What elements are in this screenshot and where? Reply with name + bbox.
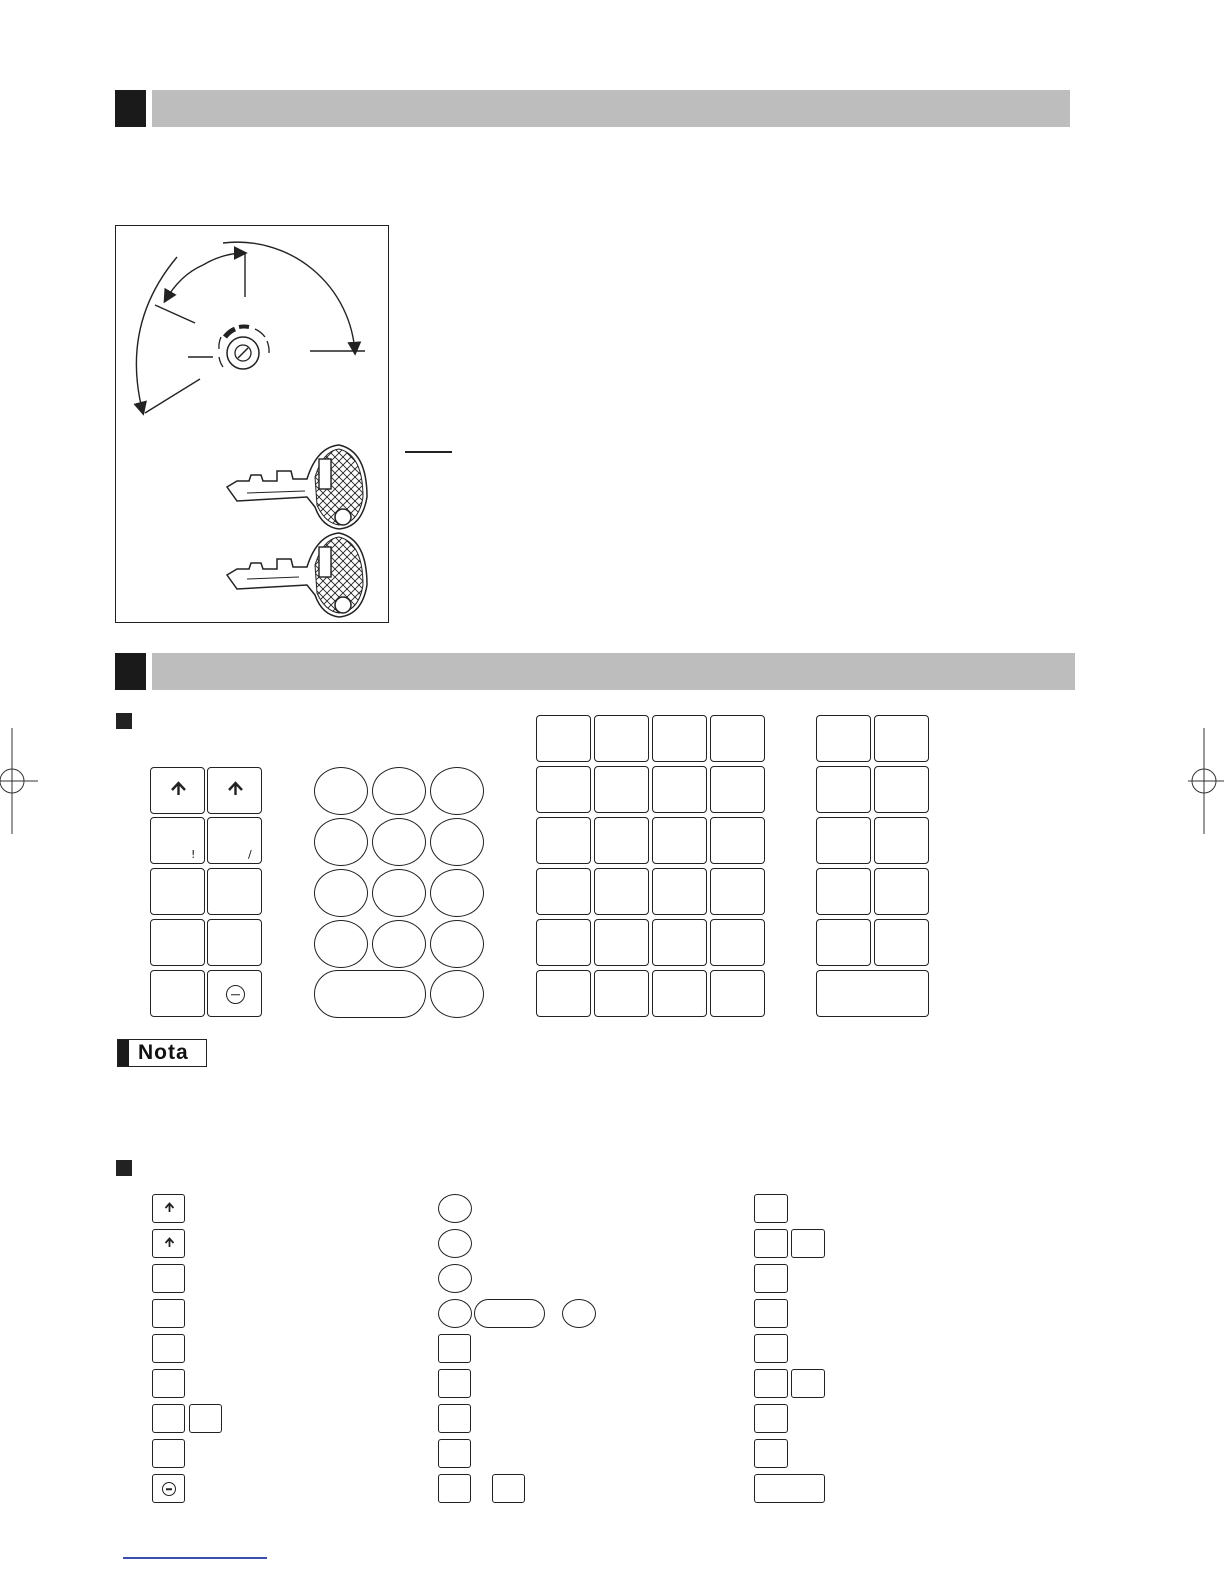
func-key	[874, 868, 929, 915]
key-mark: /	[248, 848, 252, 861]
legend-key	[152, 1299, 185, 1328]
dept-key	[710, 766, 765, 813]
dept-key	[652, 715, 707, 762]
func-key	[874, 919, 929, 966]
key-minus	[207, 970, 262, 1017]
legend-key-minus	[152, 1474, 185, 1503]
section-header-bar	[152, 90, 1070, 127]
func-key	[874, 715, 929, 762]
num-key	[430, 818, 484, 866]
num-key	[372, 920, 426, 968]
mode-switch-diagram	[115, 225, 389, 623]
dept-key	[536, 766, 591, 813]
num-key-wide	[314, 970, 426, 1018]
num-key	[430, 920, 484, 968]
legend-key	[438, 1334, 471, 1363]
func-key	[816, 817, 871, 864]
legend-key	[438, 1369, 471, 1398]
dept-key	[710, 970, 765, 1017]
key-1	[227, 445, 367, 529]
legend-key	[152, 1334, 185, 1363]
dept-key	[652, 868, 707, 915]
key-2	[227, 533, 367, 617]
dept-key	[652, 766, 707, 813]
arrow-up-icon	[208, 768, 263, 815]
legend-key-wide	[754, 1474, 825, 1503]
dept-key	[594, 715, 649, 762]
dept-key	[594, 766, 649, 813]
num-key	[430, 869, 484, 917]
dept-key	[536, 970, 591, 1017]
func-key	[874, 817, 929, 864]
dept-key	[652, 970, 707, 1017]
key-r2-2	[207, 817, 262, 864]
num-key	[314, 767, 368, 815]
legend-round-key	[438, 1299, 472, 1328]
dept-key	[594, 868, 649, 915]
dept-key	[710, 715, 765, 762]
key-r4-2	[207, 919, 262, 966]
minus-circle-icon	[226, 985, 245, 1004]
mode-switch-illustration	[115, 225, 389, 623]
func-key	[874, 766, 929, 813]
legend-key	[754, 1264, 788, 1293]
legend-key	[438, 1474, 471, 1503]
key-up-1	[150, 767, 205, 814]
note-marker	[118, 1040, 129, 1066]
divider-line	[405, 451, 452, 453]
num-key	[430, 767, 484, 815]
dept-key	[536, 817, 591, 864]
num-key	[372, 767, 426, 815]
num-key	[430, 970, 484, 1018]
legend-key	[791, 1369, 825, 1398]
key-up-2	[207, 767, 262, 814]
legend-key	[754, 1229, 788, 1258]
arrow-up-icon	[151, 768, 206, 815]
arrow-up-icon	[153, 1230, 186, 1259]
legend-key	[754, 1439, 788, 1468]
legend-key	[152, 1404, 185, 1433]
legend-key	[438, 1439, 471, 1468]
func-key	[816, 868, 871, 915]
note-label	[117, 1039, 207, 1067]
func-key	[816, 919, 871, 966]
legend-pill-key	[474, 1299, 545, 1328]
section-marker	[115, 653, 146, 690]
num-key	[314, 920, 368, 968]
legend-key	[438, 1404, 471, 1433]
dept-key	[710, 817, 765, 864]
key-r3-1	[150, 868, 205, 915]
section-header-bar	[152, 653, 1075, 690]
num-key	[372, 869, 426, 917]
dept-key	[652, 817, 707, 864]
dept-key	[594, 817, 649, 864]
legend-key-up	[152, 1229, 185, 1258]
arrow-up-icon	[153, 1195, 186, 1224]
key-r3-2	[207, 868, 262, 915]
minus-circle-icon	[162, 1482, 176, 1496]
func-key	[816, 766, 871, 813]
dept-key	[594, 919, 649, 966]
dept-key	[536, 715, 591, 762]
key-mark: !	[191, 848, 196, 861]
legend-key	[152, 1264, 185, 1293]
section-marker	[115, 90, 146, 127]
legend-key	[152, 1369, 185, 1398]
legend-key	[754, 1369, 788, 1398]
dept-key	[652, 919, 707, 966]
func-key	[816, 715, 871, 762]
legend-key	[189, 1404, 222, 1433]
dept-key	[536, 919, 591, 966]
legend-key	[754, 1299, 788, 1328]
num-key	[314, 818, 368, 866]
legend-key	[754, 1334, 788, 1363]
registration-mark-left	[0, 728, 50, 838]
num-key	[314, 869, 368, 917]
dept-key	[710, 868, 765, 915]
legend-key-up	[152, 1194, 185, 1223]
legend-round-key	[438, 1194, 472, 1223]
legend-round-key	[562, 1299, 596, 1328]
legend-key	[791, 1229, 825, 1258]
note-text: Nota	[138, 1041, 189, 1064]
key-r4-1	[150, 919, 205, 966]
num-key	[372, 818, 426, 866]
dept-key	[536, 868, 591, 915]
legend-key	[492, 1474, 525, 1503]
legend-key	[754, 1194, 788, 1223]
legend-key	[754, 1404, 788, 1433]
legend-round-key	[438, 1229, 472, 1258]
legend-round-key	[438, 1264, 472, 1293]
subsection-marker	[116, 1160, 132, 1176]
dept-key	[594, 970, 649, 1017]
legend-key	[152, 1439, 185, 1468]
func-key-wide	[816, 970, 929, 1017]
bottom-blue-rule	[123, 1557, 267, 1559]
registration-mark-right	[1184, 728, 1224, 838]
dept-key	[710, 919, 765, 966]
key-r2-1	[150, 817, 205, 864]
subsection-marker	[116, 713, 132, 729]
key-r5-1	[150, 970, 205, 1017]
